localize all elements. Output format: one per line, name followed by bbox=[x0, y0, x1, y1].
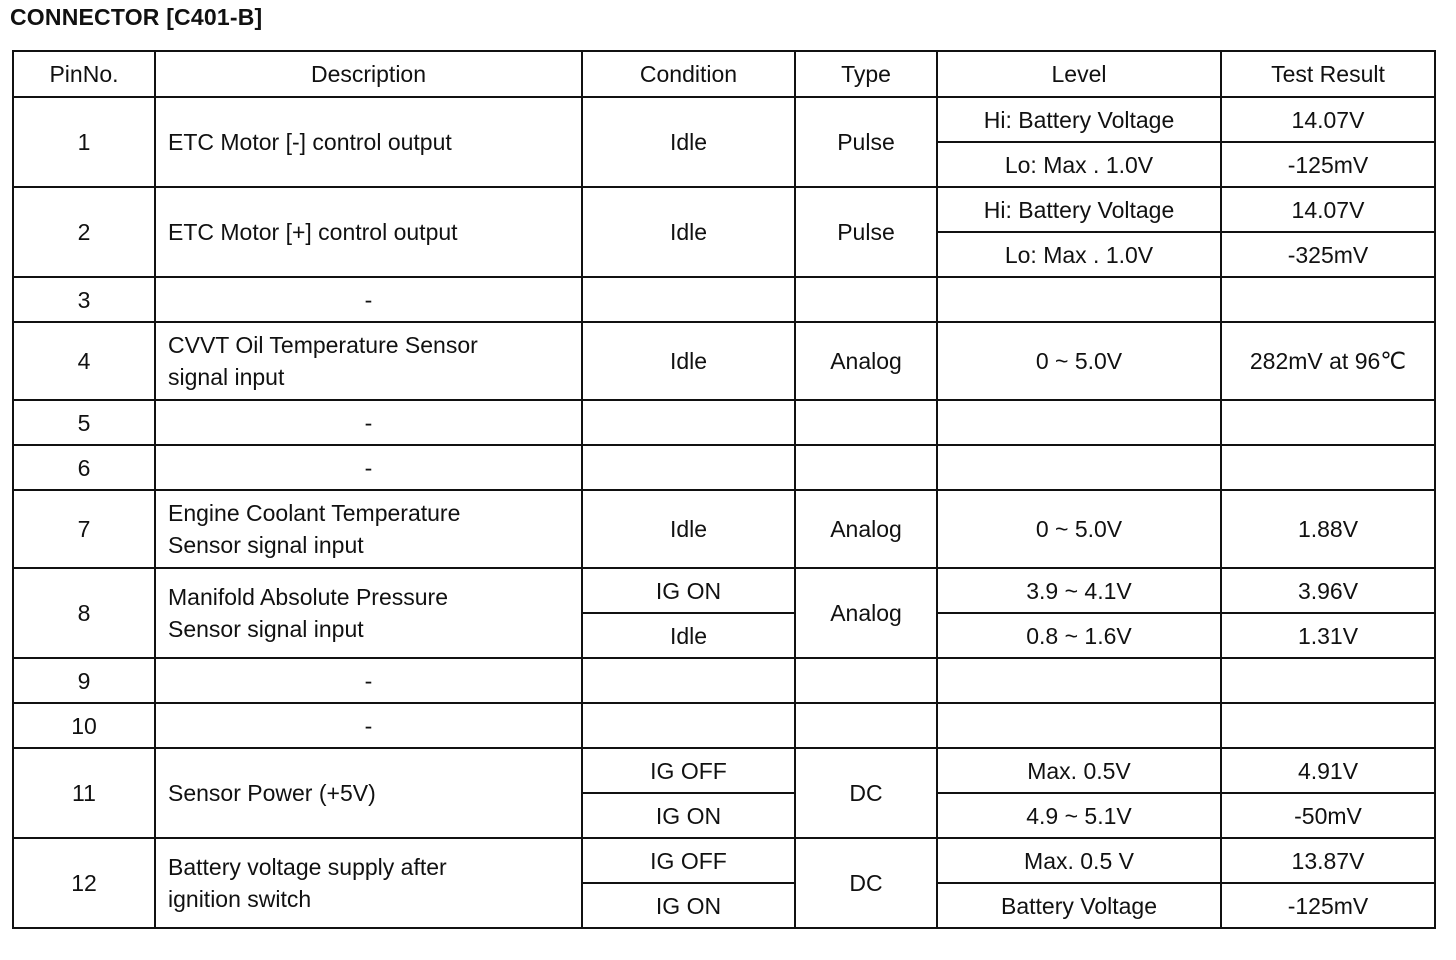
header-level: Level bbox=[937, 51, 1221, 97]
pin-number: 2 bbox=[13, 187, 155, 277]
pin-description: - bbox=[155, 445, 582, 490]
pin-test-result: 14.07V bbox=[1221, 97, 1435, 142]
pin-description bbox=[155, 838, 582, 928]
pin-type: Pulse bbox=[795, 97, 937, 187]
pin-type bbox=[795, 658, 937, 703]
pin-condition: Idle bbox=[582, 97, 795, 187]
table-row bbox=[13, 400, 1435, 445]
pin-level: Hi: Battery Voltage bbox=[937, 187, 1221, 232]
pin-description: - bbox=[155, 277, 582, 322]
table-row bbox=[13, 445, 1435, 490]
pin-number: 7 bbox=[13, 490, 155, 568]
pin-level bbox=[937, 445, 1221, 490]
pin-level: 3.9 ~ 4.1V bbox=[937, 568, 1221, 613]
table-row bbox=[13, 748, 1435, 793]
description-line: Engine Coolant Temperature bbox=[168, 500, 461, 526]
pin-description: Sensor Power (+5V) bbox=[155, 748, 582, 838]
pin-test-result: -50mV bbox=[1221, 793, 1435, 838]
header-description: Description bbox=[155, 51, 582, 97]
pin-test-result: 282mV at 96℃ bbox=[1221, 322, 1435, 400]
description-line: signal input bbox=[168, 364, 285, 390]
pin-description: - bbox=[155, 703, 582, 748]
pin-test-result: 4.91V bbox=[1221, 748, 1435, 793]
pin-condition bbox=[582, 703, 795, 748]
header-type: Type bbox=[795, 51, 937, 97]
pin-condition: Idle bbox=[582, 490, 795, 568]
pin-level bbox=[937, 703, 1221, 748]
pin-description bbox=[155, 568, 582, 658]
pin-level: Max. 0.5V bbox=[937, 748, 1221, 793]
table-row bbox=[13, 277, 1435, 322]
pin-description: - bbox=[155, 658, 582, 703]
pin-number: 4 bbox=[13, 322, 155, 400]
header-pin: PinNo. bbox=[13, 51, 155, 97]
pin-test-result: -125mV bbox=[1221, 883, 1435, 928]
header-row bbox=[13, 51, 1435, 97]
table-row bbox=[13, 490, 1435, 568]
pin-type bbox=[795, 703, 937, 748]
description-line: Sensor signal input bbox=[168, 532, 364, 558]
description-line: Manifold Absolute Pressure bbox=[168, 584, 448, 610]
pin-number: 11 bbox=[13, 748, 155, 838]
pin-test-result bbox=[1221, 445, 1435, 490]
pin-description: ETC Motor [-] control output bbox=[155, 97, 582, 187]
pin-number: 6 bbox=[13, 445, 155, 490]
pin-test-result: -325mV bbox=[1221, 232, 1435, 277]
pin-condition: Idle bbox=[582, 613, 795, 658]
table-row bbox=[13, 187, 1435, 232]
pin-number: 5 bbox=[13, 400, 155, 445]
pin-condition: IG OFF bbox=[582, 748, 795, 793]
header-condition: Condition bbox=[582, 51, 795, 97]
description-line: ignition switch bbox=[168, 886, 312, 912]
pin-test-result: 1.88V bbox=[1221, 490, 1435, 568]
table-row bbox=[13, 703, 1435, 748]
pin-test-result: 1.31V bbox=[1221, 613, 1435, 658]
pin-description: - bbox=[155, 400, 582, 445]
pin-level: Max. 0.5 V bbox=[937, 838, 1221, 883]
pin-number: 1 bbox=[13, 97, 155, 187]
pin-number: 8 bbox=[13, 568, 155, 658]
pin-level: Lo: Max . 1.0V bbox=[937, 232, 1221, 277]
pin-level: 0.8 ~ 1.6V bbox=[937, 613, 1221, 658]
description-line: Battery voltage supply after bbox=[168, 854, 447, 880]
pin-level: 4.9 ~ 5.1V bbox=[937, 793, 1221, 838]
pin-description bbox=[155, 490, 582, 568]
description-line: CVVT Oil Temperature Sensor bbox=[168, 332, 478, 358]
pin-test-result: 14.07V bbox=[1221, 187, 1435, 232]
table-row bbox=[13, 322, 1435, 400]
pin-condition: Idle bbox=[582, 322, 795, 400]
pin-number: 9 bbox=[13, 658, 155, 703]
pin-condition: IG ON bbox=[582, 883, 795, 928]
table-row bbox=[13, 97, 1435, 142]
pin-level: 0 ~ 5.0V bbox=[937, 490, 1221, 568]
pin-level: 0 ~ 5.0V bbox=[937, 322, 1221, 400]
pin-condition: IG ON bbox=[582, 568, 795, 613]
pin-level: Lo: Max . 1.0V bbox=[937, 142, 1221, 187]
pin-test-result bbox=[1221, 703, 1435, 748]
header-test-result: Test Result bbox=[1221, 51, 1435, 97]
pin-condition bbox=[582, 445, 795, 490]
table-row bbox=[13, 568, 1435, 613]
pin-number: 3 bbox=[13, 277, 155, 322]
pin-type: Analog bbox=[795, 322, 937, 400]
pin-test-result bbox=[1221, 277, 1435, 322]
pin-condition: IG ON bbox=[582, 793, 795, 838]
pin-test-result bbox=[1221, 658, 1435, 703]
pin-description bbox=[155, 322, 582, 400]
pin-type: Analog bbox=[795, 490, 937, 568]
pin-level bbox=[937, 277, 1221, 322]
pin-type bbox=[795, 445, 937, 490]
connector-pin-table bbox=[12, 50, 1436, 929]
pin-type bbox=[795, 277, 937, 322]
pin-level bbox=[937, 658, 1221, 703]
pin-condition: IG OFF bbox=[582, 838, 795, 883]
pin-type: Pulse bbox=[795, 187, 937, 277]
pin-test-result: -125mV bbox=[1221, 142, 1435, 187]
table-row bbox=[13, 838, 1435, 883]
pin-type: Analog bbox=[795, 568, 937, 658]
pin-level: Battery Voltage bbox=[937, 883, 1221, 928]
page-title: CONNECTOR [C401-B] bbox=[10, 4, 263, 30]
pin-type: DC bbox=[795, 748, 937, 838]
pin-type bbox=[795, 400, 937, 445]
pin-test-result: 13.87V bbox=[1221, 838, 1435, 883]
pin-test-result: 3.96V bbox=[1221, 568, 1435, 613]
pin-level: Hi: Battery Voltage bbox=[937, 97, 1221, 142]
description-line: Sensor signal input bbox=[168, 616, 364, 642]
pin-type: DC bbox=[795, 838, 937, 928]
pin-condition bbox=[582, 400, 795, 445]
pin-number: 10 bbox=[13, 703, 155, 748]
table-row bbox=[13, 658, 1435, 703]
pin-level bbox=[937, 400, 1221, 445]
pin-condition bbox=[582, 658, 795, 703]
pin-test-result bbox=[1221, 400, 1435, 445]
pin-number: 12 bbox=[13, 838, 155, 928]
pin-condition: Idle bbox=[582, 187, 795, 277]
pin-description: ETC Motor [+] control output bbox=[155, 187, 582, 277]
pin-condition bbox=[582, 277, 795, 322]
